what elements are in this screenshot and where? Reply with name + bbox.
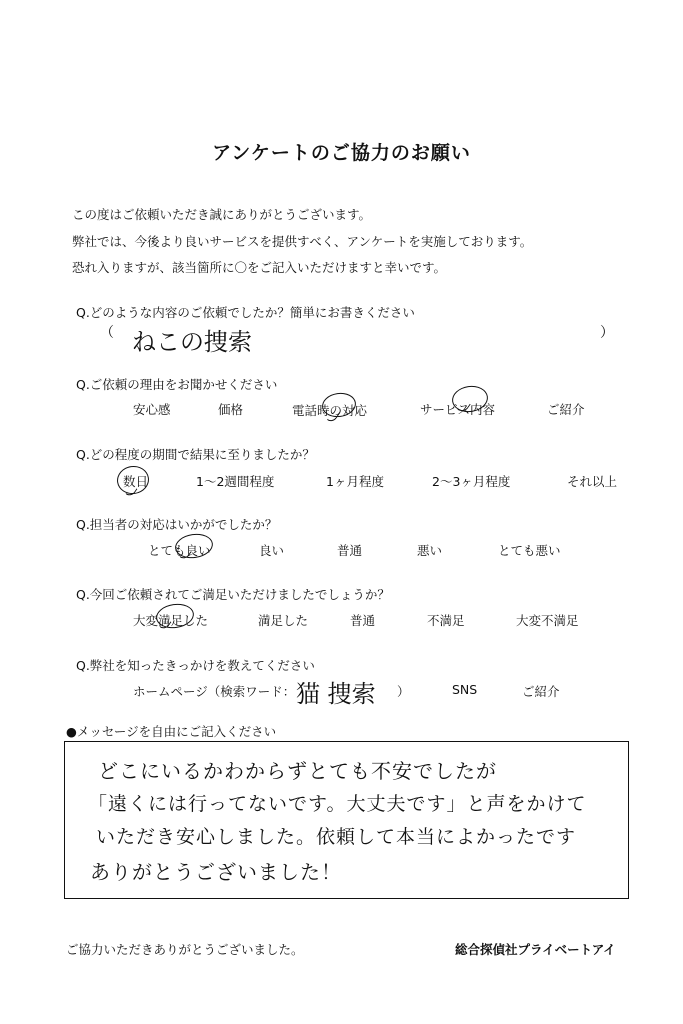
- option-sat-verysatisfied: 大変満足した: [133, 613, 209, 628]
- handwritten-search-word: 猫 捜索: [296, 680, 376, 708]
- option-sat-unsatisfied: 不満足: [427, 613, 465, 628]
- message-line-1: どこにいるかわからずとても不安でしたが: [98, 759, 497, 783]
- open-paren: （: [100, 325, 114, 341]
- question-satisfaction: Q.今回ご依頼されてご満足いただけましたでしょうか？: [76, 587, 390, 602]
- option-period-month: 1ヶ月程度: [326, 474, 384, 489]
- option-staff-normal: 普通: [337, 543, 363, 558]
- question-content: Q.どのような内容のご依頼でしたか？簡単にお書きください: [76, 305, 415, 320]
- option-reason-price: 価格: [218, 402, 244, 417]
- question-reason: Q.ご依頼の理由をお聞かせください: [76, 377, 278, 392]
- option-staff-verybad: とても悪い: [498, 543, 561, 558]
- source-close-paren: ）: [397, 684, 410, 699]
- footer-company: 総合探偵社プライベートアイ: [455, 942, 616, 957]
- message-line-4: ありがとうございました！: [90, 860, 342, 884]
- message-label: ●メッセージを自由にご記入ください: [66, 724, 277, 739]
- option-reason-referral: ご紹介: [547, 402, 585, 417]
- footer-thanks: ご協力いただきありがとうございました。: [66, 942, 304, 957]
- survey-title: アンケートのご協力のお願い: [212, 142, 471, 164]
- option-sat-satisfied: 満足した: [258, 613, 309, 628]
- option-reason-phone: 電話時の対応: [292, 403, 368, 418]
- message-line-2: 「遠くには行ってないです。大丈夫です」と声をかけて: [88, 793, 587, 815]
- option-reason-service: サービス内容: [420, 402, 496, 417]
- option-sat-normal: 普通: [350, 613, 376, 628]
- option-source-homepage: ホームページ（検索ワード：: [133, 684, 296, 699]
- intro-line-3: 恐れ入りますが、該当箇所に〇をご記入いただけますと幸いです。: [72, 260, 447, 275]
- message-line-3: いただき安心しました。依頼して本当によかったです: [96, 826, 577, 848]
- option-staff-good: 良い: [259, 543, 285, 558]
- handwritten-request: ねこの捜索: [132, 328, 252, 356]
- question-staff: Q.担当者の対応はいかがでしたか？: [76, 517, 278, 532]
- option-period-days: 数日: [123, 474, 149, 489]
- intro-line-2: 弊社では、今後より良いサービスを提供すべく、アンケートを実施しております。: [72, 234, 533, 249]
- option-staff-verygood: とても良い: [148, 543, 211, 558]
- option-reason-anshin: 安心感: [133, 402, 171, 417]
- option-source-sns: SNS: [452, 682, 478, 697]
- option-period-months: 2～3ヶ月程度: [432, 474, 511, 489]
- close-paren: ）: [600, 325, 614, 341]
- option-sat-veryunsatisfied: 大変不満足: [516, 613, 579, 628]
- intro-line-1: この度はご依頼いただき誠にありがとうございます。: [72, 207, 372, 222]
- option-source-referral: ご紹介: [522, 684, 560, 699]
- question-source: Q.弊社を知ったきっかけを教えてください: [76, 658, 315, 673]
- option-period-longer: それ以上: [567, 474, 618, 489]
- option-staff-bad: 悪い: [417, 543, 443, 558]
- question-period: Q.どの程度の期間で結果に至りましたか？: [76, 447, 315, 462]
- option-period-weeks: 1～2週間程度: [196, 474, 275, 489]
